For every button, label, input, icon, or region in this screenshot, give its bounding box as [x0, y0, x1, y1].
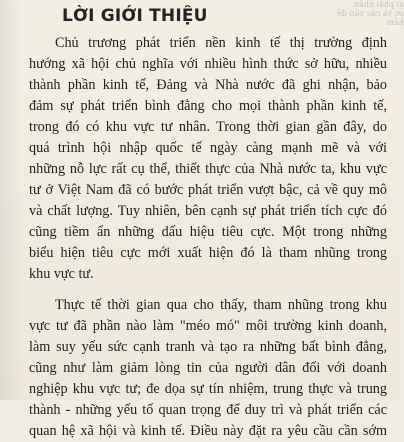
text-line: thành phần kinh tế, Đảng và Nhà nước đã ghi nhận, bảo — [29, 77, 387, 93]
paragraph-gap — [29, 285, 387, 295]
text-line: nghiệp khu vực tư; đe dọa sự tín nhiệm, trung thực và trung — [29, 381, 387, 397]
text-line: quan hệ xã hội và kinh tế. Điều này đặt ra yêu cầu cần sớm — [29, 423, 387, 439]
body-text — [29, 33, 387, 442]
paragraph-1 — [29, 33, 387, 285]
text-line: những nỗ lực rất cụ thể, thiết thực của Nhà nước ta, khu vực — [29, 161, 387, 177]
text-line: đảm sự phát triển bình đẳng cho mọi thành phần kinh tế, — [29, 98, 387, 114]
page-heading: LỜI GIỚI THIỆU — [62, 6, 208, 26]
bleed-through-text: ại phải nhân ợc và các vấn đề hầm — [336, 0, 404, 27]
text-line: và chất lượng. Tuy nhiên, bên cạnh sự phát triển tích cực đó — [29, 203, 387, 219]
text-line: cũng tiềm ẩn những dấu hiệu tiêu cực. Một trong những — [29, 224, 387, 240]
text-line: vực tư đã phần nào làm "méo mó" môi trường kinh doanh, — [29, 318, 387, 334]
text-line: hướng xã hội chủ nghĩa với nhiều hình thức sở hữu, nhiều — [29, 56, 387, 72]
paragraph-2 — [29, 295, 387, 442]
text-line: làm suy yếu sức cạnh tranh và tạo ra những bất bình đẳng, — [29, 339, 387, 355]
text-line: Chủ trương phát triển nền kinh tế thị trường định — [55, 35, 387, 51]
text-line: cũng như làm giảm lòng tin của người dân đối với doanh — [29, 360, 387, 376]
text-line: tư ở Việt Nam đã có bước phát triển vượt bậc, cả về quy mô — [29, 182, 387, 198]
text-line: thành - những yếu tố quan trọng để duy trì và phát triển các — [29, 402, 387, 418]
text-line: biểu hiện tiêu cực mới xuất hiện đó là tham nhũng trong — [29, 245, 387, 261]
text-line: Thực tế thời gian qua cho thấy, tham nhũng trong khu — [55, 297, 387, 313]
text-line: khu vực tư. — [29, 266, 94, 282]
text-line: trong đó có khu vực tư nhân. Trong thời gian gần đây, do — [29, 119, 387, 135]
text-line: quá trình hội nhập quốc tế ngày càng mạnh mẽ và với — [29, 140, 387, 156]
